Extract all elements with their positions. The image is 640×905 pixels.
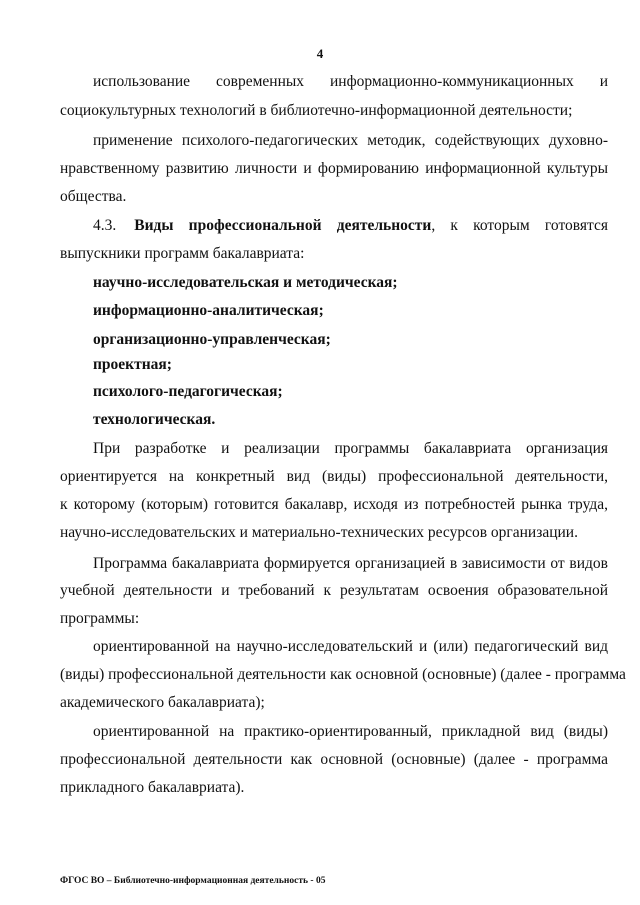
text-line: ориентированной на научно-исследовательский и (или) педагогический вид	[93, 638, 608, 655]
text-line: учебной деятельности и требований к результатам освоения образовательной	[60, 582, 608, 599]
text-line: применение психолого-педагогических методик, содействующих духовно-	[93, 132, 608, 149]
activity-type-item: организационно-управленческая;	[93, 331, 331, 348]
text-line: общества.	[60, 188, 127, 205]
text-line: ориентированной на практико-ориентированный, прикладной вид (виды)	[93, 723, 608, 740]
activity-type-item: проектная;	[93, 356, 172, 373]
page-footer: ФГОС ВО – Библиотечно-информационная деятельность - 05	[60, 876, 326, 886]
text-line: Программа бакалавриата формируется организацией в зависимости от видов	[93, 555, 608, 572]
section-text	[134, 216, 608, 236]
text-line: При разработке и реализации программы бакалавриата организация	[93, 440, 608, 457]
activity-type-item: психолого-педагогическая;	[93, 383, 283, 400]
text-line: к которому (которым) готовится бакалавр, исходя из потребностей рынка труда,	[60, 496, 608, 513]
page-number: 4	[316, 46, 324, 61]
activity-type-item: информационно-аналитическая;	[93, 302, 324, 319]
text-line: использование современных информационно-коммуникационных и	[93, 73, 608, 90]
text-line: программы:	[60, 610, 140, 627]
activity-type-item: научно-исследовательская и методическая;	[93, 274, 398, 291]
section-number: 4.3.	[93, 217, 117, 234]
section-title: Виды профессиональной деятельности	[134, 217, 432, 234]
text-line: выпускники программ бакалавриата:	[60, 245, 305, 262]
text-line: (виды) профессиональной деятельности как основной (основные) (далее - программа	[60, 666, 626, 683]
text-line: прикладного бакалавриата).	[60, 779, 245, 796]
section-heading-line	[93, 216, 608, 236]
text-line: нравственному развитию личности и формированию информационной культуры	[60, 160, 608, 177]
text-line: научно-исследовательских и материально-технических ресурсов организации.	[60, 524, 578, 541]
activity-type-item: технологическая.	[93, 411, 216, 428]
text-line: ориентируется на конкретный вид (виды) профессиональной деятельности,	[60, 468, 608, 485]
section-title-rest: , к которым готовятся	[431, 217, 608, 234]
text-line: социокультурных технологий в библиотечно-информационной деятельности;	[60, 102, 573, 119]
text-line: профессиональной деятельности как основной (основные) (далее - программа	[60, 751, 608, 768]
text-line: академического бакалавриата);	[60, 694, 265, 711]
